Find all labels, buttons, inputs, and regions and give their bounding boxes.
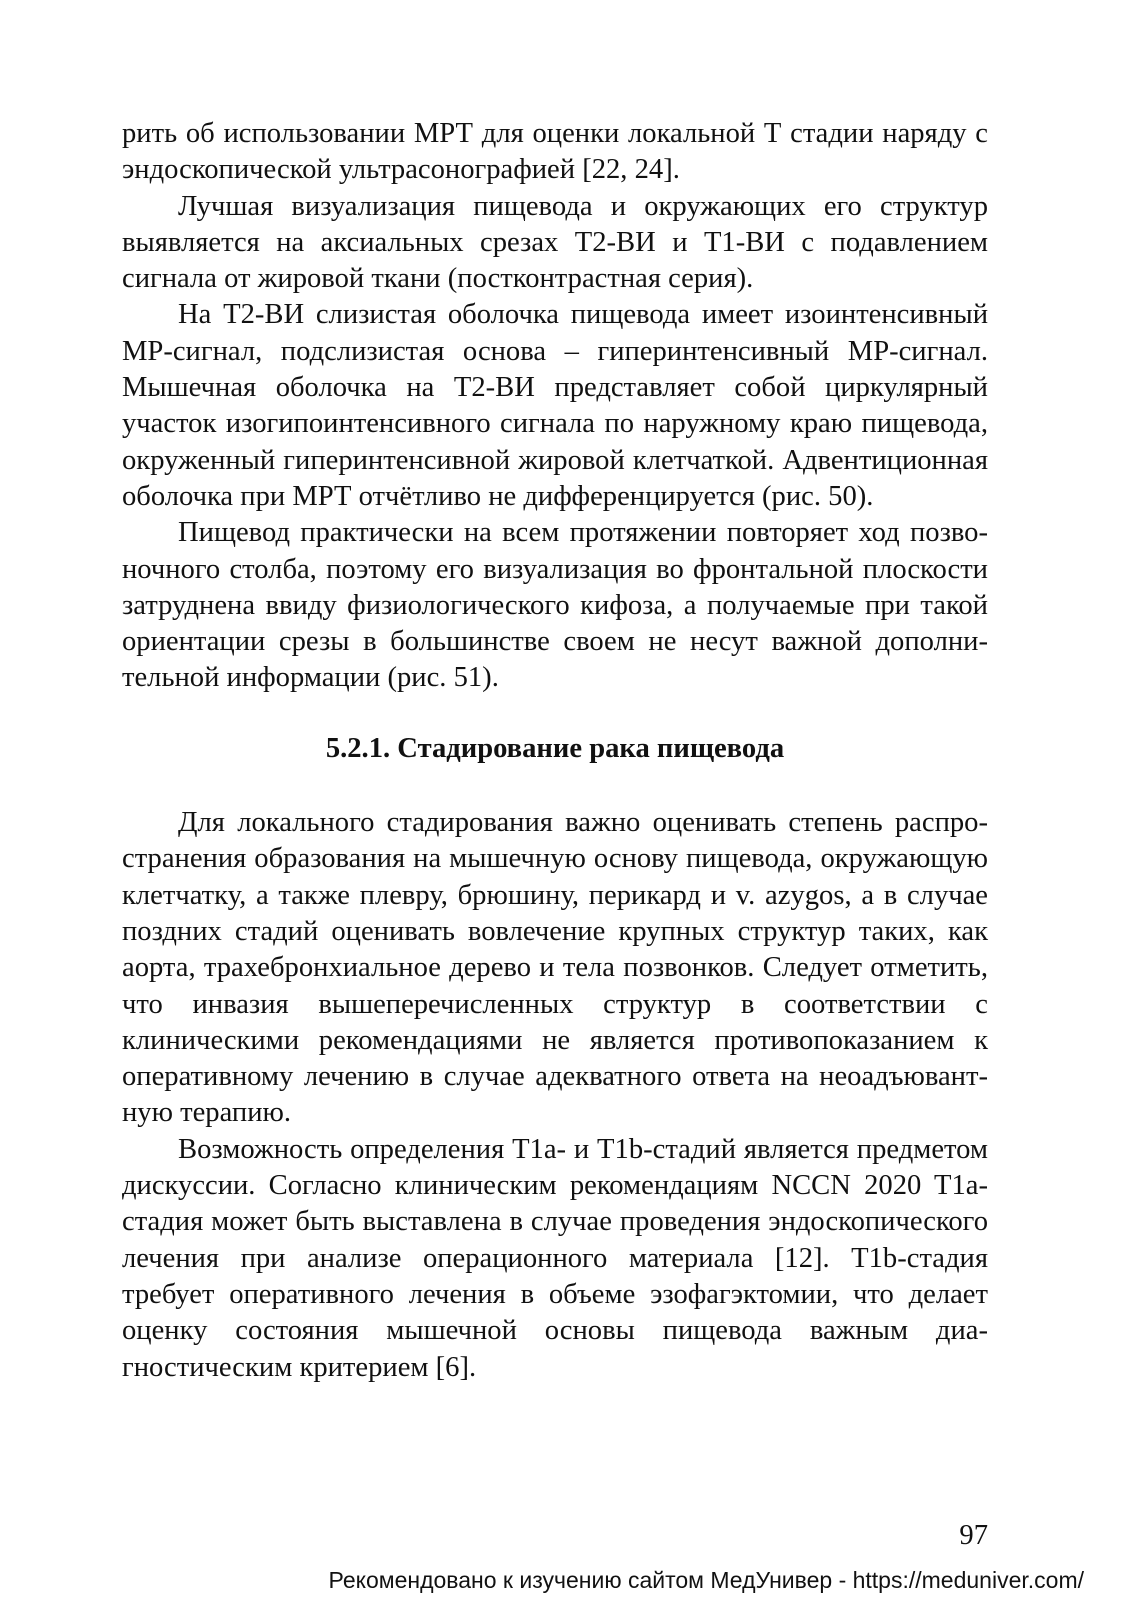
paragraph-t2-signal: На Т2-ВИ слизистая оболочка пищевода имеет изоинтенсивный МР-сигнал, подслизистая основа – гиперинтенсивный МР-сигнал. Мышечная оболочка на Т2-ВИ представляет собой циркулярный участок изогипоинтенсивного сигнала по наружному краю пищевода, окруженный гиперинтенсивной жировой клетчаткой. Адвентиционная оболочка при МРТ отчётливо не дифференцируется (рис. 50).	[122, 299, 988, 512]
paragraph-visualization: Лучшая визуализация пищевода и окружающих его структур выявляется на аксиальных срезах Т2-ВИ и Т1-ВИ с подавлением сигнала от жировой ткани (постконтрастная серия).	[122, 190, 988, 295]
paragraph-local-staging: Для локального стадирования важно оценивать степень распространения образования на мышечную основу пищевода, окружающую клетчатку, а также плевру, брюшину, перикард и v. azygos, а в случае поздних стадий оценивать вовлечение крупных структур таких, как аорта, трахебронхиальное дерево и тела позвонков. Следует отметить, что инвазия вышеперечисленных структур в соответствии с клиническими рекомендациями не является противопоказанием к оперативному лечению в случае адекватного ответа на неоадъювантную терапию.	[122, 807, 988, 1129]
page-body	[122, 116, 988, 1386]
paragraph-continuation: рить об использовании МРТ для оценки локальной Т стадии наряду с эндоскопической ультрасонографией [22, 24].	[122, 118, 988, 186]
page-number: 97	[959, 1520, 988, 1551]
section-heading: 5.2.1. Стадирование рака пищевода	[325, 732, 785, 764]
paragraph-frontal-plane: Пищевод практически на всем протяжении повторяет ход позвоночного столба, поэтому его визуализация во фронтальной плоскости затруднена ввиду физиологического кифоза, а получаемые при такой ориентации срезы в большинстве своем не несут важной дополнительной информации (рис. 51).	[122, 517, 988, 694]
paragraph-t1a-t1b: Возможность определения T1a- и T1b-стадий является предметом дискуссии. Согласно клиническим рекомендациям NCCN 2020 T1a-стадия может быть выставлена в случае проведения эндоскопического лечения при анализе операционного материала [12]. T1b-стадия требует оперативного лечения в объеме эзофагэктомии, что делает оценку состояния мышечной основы пищевода важным диагностическим критерием [6].	[122, 1133, 988, 1383]
footer-recommendation: Рекомендовано к изучению сайтом МедУнивер - https://meduniver.com/	[328, 1567, 1084, 1593]
